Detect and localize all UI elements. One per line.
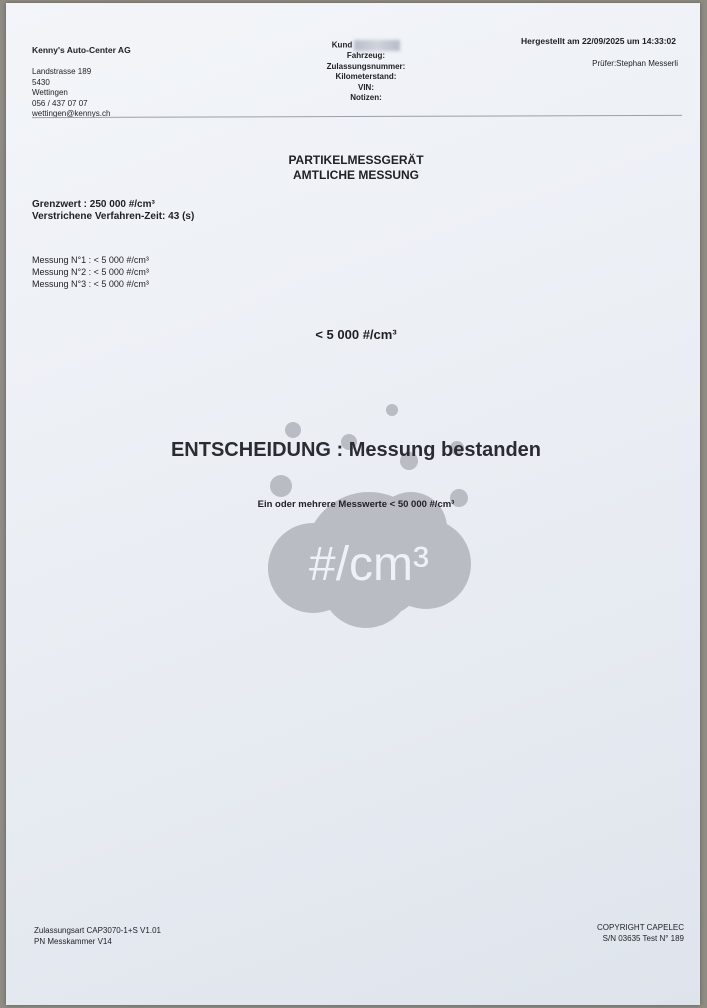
- company-address: [32, 67, 110, 120]
- vehicle-info: [291, 40, 441, 104]
- company-zip: 5430: [32, 77, 50, 87]
- header-divider: [32, 115, 682, 118]
- limit-block: [32, 199, 194, 223]
- title-line-2: AMTLICHE MESSUNG: [293, 168, 419, 182]
- company-name: Kenny's Auto-Center AG: [32, 45, 131, 55]
- measurement-item: Messung N°2 : < 5 000 #/cm³: [32, 267, 149, 277]
- company-street: Landstrasse 189: [32, 67, 92, 76]
- customer-row: [291, 40, 441, 51]
- copyright: COPYRIGHT CAPELEC: [597, 923, 684, 932]
- report-title: [236, 153, 476, 183]
- result-value: < 5 000 #/cm³: [315, 327, 397, 342]
- measurement-item: Messung N°3 : < 5 000 #/cm³: [32, 279, 149, 289]
- decision-heading: ENTSCHEIDUNG : Messung bestanden: [170, 439, 542, 461]
- notes-label: Notizen:: [350, 93, 382, 103]
- approval-type: Zulassungsart CAP3070-1+S V1.01: [34, 926, 161, 935]
- company-phone: 056 / 437 07 07: [32, 98, 88, 108]
- report-page: [6, 3, 700, 1005]
- title-line-1: PARTIKELMESSGERÄT: [288, 153, 424, 167]
- decision-note: Ein oder mehrere Messwerte < 50 000 #/cm³: [257, 499, 455, 510]
- watermark-text: #/cm³: [309, 538, 429, 591]
- measuring-chamber: PN Messkammer V14: [34, 937, 112, 946]
- created-timestamp: Hergestellt am 22/09/2025 um 14:33:02: [521, 36, 676, 46]
- elapsed-time: Verstrichene Verfahren-Zeit: 43 (s): [32, 211, 195, 222]
- customer-label: Kund: [331, 40, 353, 50]
- measurement-list: [32, 254, 149, 290]
- footer-right: [566, 922, 684, 944]
- registration-label: Zulassungsnummer:: [326, 61, 406, 71]
- examiner-name: Prüfer:Stephan Messerli: [592, 59, 678, 68]
- measurement-item: Messung N°1 : < 5 000 #/cm³: [32, 255, 149, 265]
- company-email: wettingen@kennys.ch: [32, 109, 111, 118]
- mileage-label: Kilometerstand:: [335, 72, 397, 82]
- company-city: Wettingen: [32, 88, 68, 97]
- serial-number: S/N 03635 Test N° 189: [602, 934, 684, 943]
- footer-left: [34, 925, 161, 947]
- particle-cloud-watermark: [261, 398, 476, 633]
- limit-value: Grenzwert : 250 000 #/cm³: [32, 199, 155, 210]
- vin-label: VIN:: [358, 82, 374, 92]
- redacted-customer: [354, 40, 400, 51]
- vehicle-label: Fahrzeug:: [346, 51, 386, 61]
